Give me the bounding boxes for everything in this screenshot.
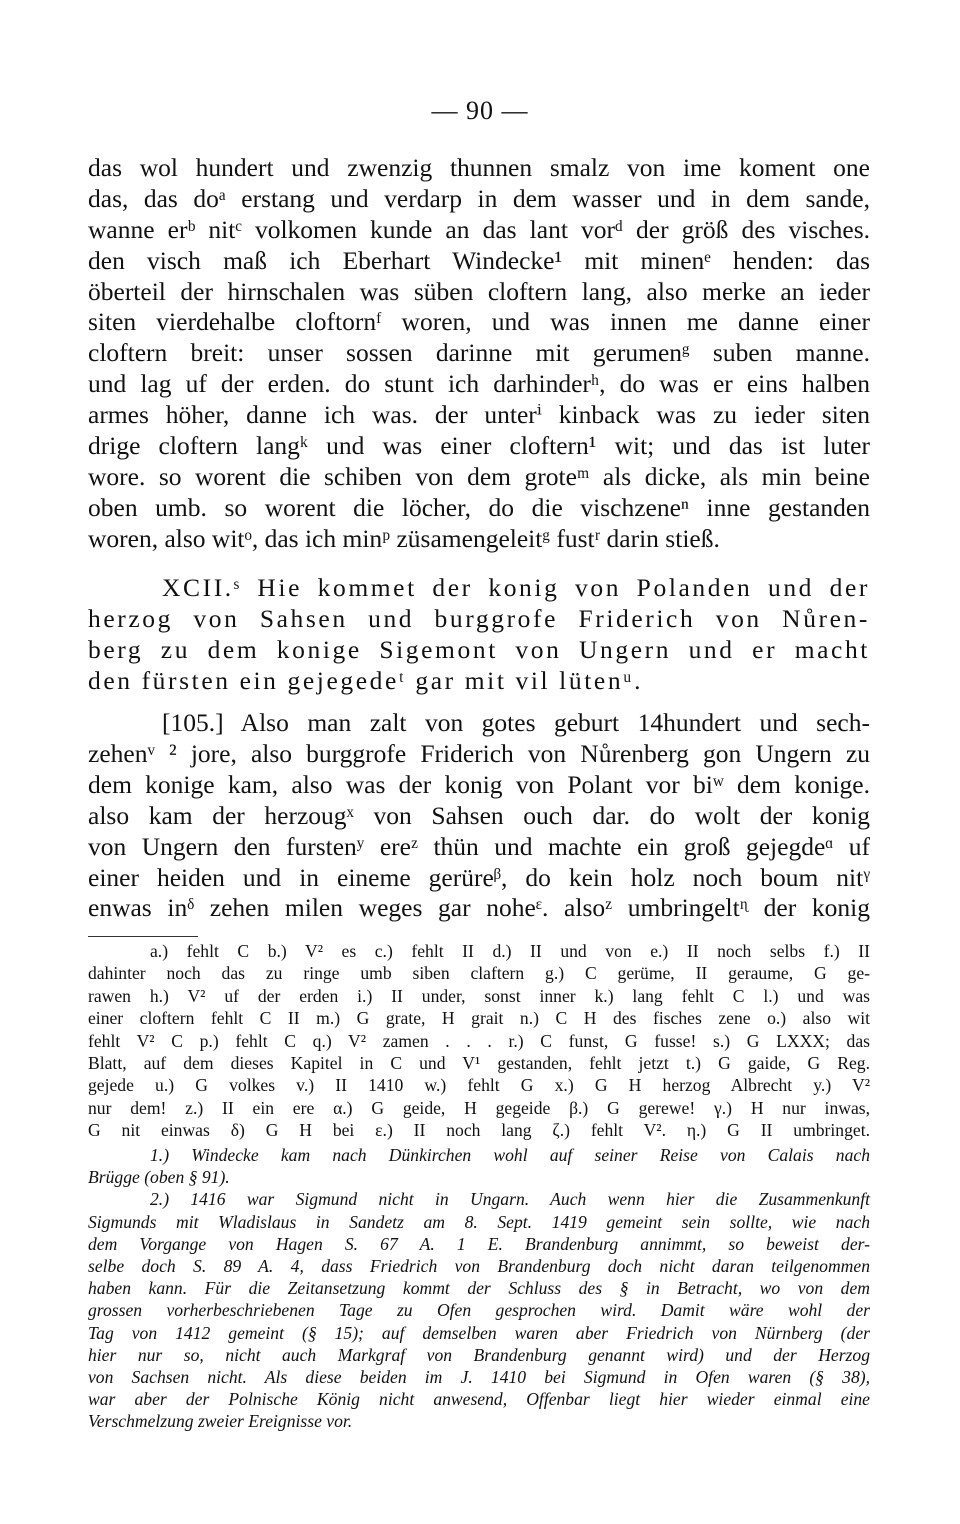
heading-line: den fürsten ein gejegedeᵗ gar mit vil lütenᵘ.: [88, 665, 644, 695]
footnote-line: 2.) 1416 war Sigmund nicht in Ungarn. Auch wenn hier die Zusammenkunft: [150, 1189, 870, 1210]
text-line: das, das doᵃ erstang und verdarp in dem wasser und in dem sande,: [88, 183, 870, 213]
text-line: also kam der herzougˣ von Sahsen ouch dar. do wolt der konig: [88, 800, 870, 830]
note-line: dahinter noch das zu ringe umb siben claftern g.) C gerüme, II geraume, G ge-: [88, 963, 870, 984]
heading-line: herzog von Sahsen und burggrofe Friderich von Nůren-: [88, 603, 870, 633]
footnote-line: grossen vorherbeschriebenen Tage zu Ofen gesprochen wird. Damit wäre wohl der: [88, 1300, 870, 1321]
note-line: Blatt, auf dem dieses Kapitel in C und V¹ gestanden, fehlt jetzt t.) G gaide, G Reg.: [88, 1053, 870, 1074]
page-number: — 90 —: [431, 96, 529, 125]
footnote-line: selbe doch S. 89 A. 4, dass Friedrich von Brandenburg doch nicht daran teilgenommen: [88, 1256, 870, 1277]
text-line: cloftern breit: unser sossen darinne mit gerumenᵍ suben manne.: [88, 338, 870, 368]
footnote-line: war aber der Polnische König nicht anwesend, Offenbar liegt hier wieder einmal eine: [88, 1389, 870, 1410]
text-line: einer heiden und in eineme gerüreᵝ, do kein holz noch boum nitᵞ: [88, 862, 870, 892]
note-line: G nit einwas δ) G H bei ε.) II noch lang ζ.) fehlt V². η.) G II umbringet.: [88, 1120, 870, 1141]
note-line: fehlt V² C p.) fehlt C q.) V² zamen . . . r.) C funst, G fusse! s.) G LXXX; das: [88, 1030, 870, 1051]
footnote-line: hier nur so, nicht auch Markgraf von Brandenburg genannt wird) und der Herzog: [88, 1344, 870, 1365]
footnotes: [88, 1144, 870, 1433]
text-line: enwas inᵟ zehen milen weges gar noheᵋ. alsoᶻ umbringeltᶯ der konig: [88, 893, 870, 923]
text-line: drige cloftern langᵏ und was einer cloftern¹ wit; und das ist luter: [88, 431, 870, 461]
note-line: rawen h.) V² uf der erden i.) II under, sonst inner k.) lang fehlt C l.) und was: [88, 985, 870, 1006]
text-line: oben umb. so worent die löcher, do die vischzeneⁿ inne gestanden: [88, 492, 870, 522]
heading-line: berg zu dem konige Sigemont von Ungern und er macht: [88, 634, 870, 664]
footnote-divider: [88, 936, 198, 937]
footnote-line: von Sachsen nicht. Als diese beiden im J. 1410 bei Sigmund in Ofen waren (§ 38),: [88, 1367, 870, 1388]
text-line: wore. so worent die schiben von dem groteᵐ als dicke, als min beine: [88, 461, 870, 491]
note-line: nur dem! z.) II ein ere α.) G geide, H gegeide β.) G gerewe! γ.) H nur inwas,: [88, 1097, 870, 1118]
text-line: und lag uf der erden. do stunt ich darhinderʰ, do was er eins halben: [88, 369, 870, 399]
footnote-line: Verschmelzung zweier Ereignisse vor.: [88, 1411, 353, 1432]
footnote-line: haben kann. Für die Zeitansetzung kommt der Schluss des § in Betracht, wo von dem: [88, 1278, 870, 1299]
chapter-heading: [88, 573, 870, 697]
text-line: armes höher, danne ich was. der unterⁱ kinback was zu ieder siten: [88, 400, 870, 430]
heading-line: XCII.ˢ Hie kommet der konig von Polanden und der: [162, 573, 870, 602]
footnote-line: Sigmunds mit Wladislaus in Sandetz am 8. Sept. 1419 gemeint sein sollte, wie nach: [88, 1211, 870, 1232]
text-line: dem konige kam, also was der konig von Polant vor biʷ dem konige.: [88, 769, 870, 799]
text-line: von Ungern den furstenʸ ereᶻ thün und machte ein groß gejegdeᵅ uf: [88, 831, 870, 861]
text-line: siten vierdehalbe cloftornᶠ woren, und was innen me danne einer: [88, 307, 870, 337]
footnote-line: dem Vorgange von Hagen S. 67 A. 1 E. Brandenburg annimmt, so beweist der-: [88, 1233, 870, 1254]
note-line: einer cloftern fehlt C II m.) G grate, H grait n.) C H des fisches zene o.) also wit: [88, 1008, 870, 1029]
section-text: [88, 708, 870, 924]
apparatus-notes: [88, 940, 870, 1142]
main-text: [88, 153, 870, 555]
footnote-line: Brügge (oben § 91).: [88, 1167, 230, 1188]
text-line: woren, also witᵒ, das ich minᵖ züsamengeleitᵍ fustʳ darin stieß.: [88, 523, 720, 553]
text-line: öberteil der hirnschalen was süben cloftern lang, also merke an ieder: [88, 276, 870, 306]
note-line: a.) fehlt C b.) V² es c.) fehlt II d.) II und von e.) II noch selbs f.) II: [150, 941, 870, 961]
text-line: wanne erᵇ nitᶜ volkomen kunde an das lant vorᵈ der größ des visches.: [88, 214, 870, 244]
note-line: gejede u.) G volkes v.) II 1410 w.) fehlt G x.) G H herzog Albrecht y.) V²: [88, 1075, 870, 1096]
text-line: [105.] Also man zalt von gotes geburt 14hundert und sech-: [162, 708, 870, 737]
footnote-line: 1.) Windecke kam nach Dünkirchen wohl auf seiner Reise von Calais nach: [150, 1145, 870, 1165]
footnote-line: Tag von 1412 gemeint (§ 15); auf demselben waren aber Friedrich von Nürnberg (der: [88, 1322, 870, 1343]
text-line: das wol hundert und zwenzig thunnen smalz von ime koment one: [88, 153, 870, 182]
text-line: zehenᵛ ² jore, also burggrofe Friderich von Nůrenberg gon Ungern zu: [88, 738, 870, 768]
text-line: den visch maß ich Eberhart Windecke¹ mit minenᵉ henden: das: [88, 245, 870, 275]
